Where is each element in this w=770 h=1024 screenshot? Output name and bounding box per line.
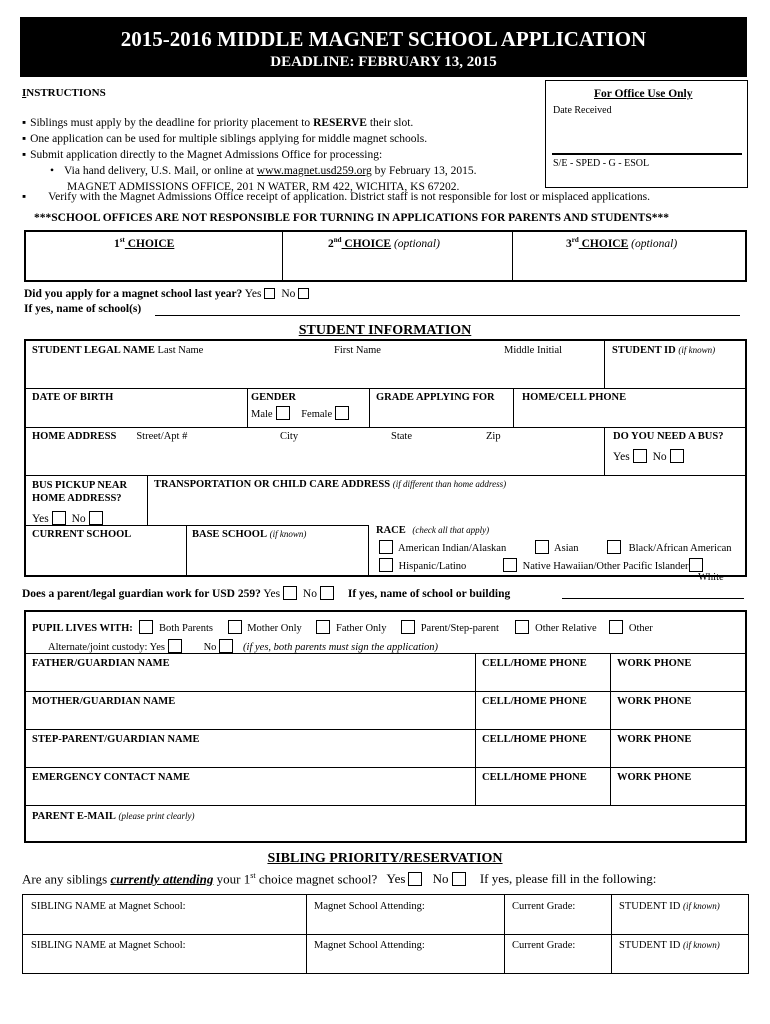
grade-label: GRADE APPLYING FOR xyxy=(376,392,495,403)
office-address: MAGNET ADMISSIONS OFFICE, 201 N WATER, RM 422, WICHITA, KS 67202. xyxy=(67,181,460,193)
base-school-label: BASE SCHOOL (if known) xyxy=(192,529,307,540)
last-year-schools-label: If yes, name of school(s) xyxy=(24,303,142,315)
date-received-label: Date Received xyxy=(553,105,612,116)
white-checkbox[interactable] xyxy=(689,558,703,572)
instruction-4: ▪ Verify with the Magnet Admissions Office receipt of application. District staff is not responsible for lost or misplaced applications. xyxy=(22,191,650,203)
instruction-2: ▪ One application can be used for multiple siblings applying for middle magnet schools. xyxy=(22,131,542,147)
office-use-title: For Office Use Only xyxy=(594,88,693,100)
student-info-table xyxy=(24,339,747,583)
current-school-label: CURRENT SCHOOL xyxy=(32,529,132,540)
gender-label: GENDER xyxy=(251,392,296,403)
sibling-1-school-label: Magnet School Attending: xyxy=(314,901,425,912)
parent-work-question: Does a parent/legal guardian work for USD 259? Yes No If yes, name of school or building xyxy=(22,588,511,600)
parent-work-no-checkbox[interactable] xyxy=(320,586,334,600)
alt-custody-row: Alternate/joint custody: Yes No (if yes, both parents must sign the application) xyxy=(48,639,438,653)
bus-pickup-no-checkbox[interactable] xyxy=(89,511,103,525)
second-choice-label: 2nd CHOICE (optional) xyxy=(328,236,440,250)
first-choice-label: 1st CHOICE xyxy=(114,236,175,250)
instructions-list xyxy=(22,115,542,195)
bus-pickup-yes-checkbox[interactable] xyxy=(52,511,66,525)
legal-name-label: STUDENT LEGAL NAME Last Name xyxy=(32,345,204,356)
sibling-2-id-label: STUDENT ID (if known) xyxy=(619,940,720,951)
student-id-field[interactable] xyxy=(608,359,742,386)
pacific-islander-checkbox[interactable] xyxy=(503,558,517,572)
father-work-label: WORK PHONE xyxy=(617,658,692,669)
parent-work-building-line[interactable] xyxy=(562,598,744,599)
alt-custody-yes-checkbox[interactable] xyxy=(168,639,182,653)
race-option-american-indian: American Indian/Alaskan xyxy=(376,540,506,554)
second-choice-field[interactable] xyxy=(286,252,510,278)
sibling-1-name-label: SIBLING NAME at Magnet School: xyxy=(31,901,186,912)
mother-work-label: WORK PHONE xyxy=(617,696,692,707)
step-parent-checkbox[interactable] xyxy=(401,620,415,634)
third-choice-label: 3rd CHOICE (optional) xyxy=(566,236,678,250)
student-name-field[interactable] xyxy=(28,359,602,386)
male-checkbox[interactable] xyxy=(276,406,290,420)
father-cell-label: CELL/HOME PHONE xyxy=(482,658,587,669)
parent-email-label: PARENT E-MAIL (please print clearly) xyxy=(32,811,195,822)
student-id-label: STUDENT ID (if known) xyxy=(612,345,716,356)
sibling-question: Are any siblings currently attending your 1st choice magnet school? Yes No If yes, please fill in the following: xyxy=(22,871,657,887)
father-name-label: FATHER/GUARDIAN NAME xyxy=(32,658,170,669)
transport-label: TRANSPORTATION OR CHILD CARE ADDRESS (if different than home address) xyxy=(154,479,507,490)
race-option-black: Black/African American xyxy=(604,540,732,554)
sibling-2-grade-label: Current Grade: xyxy=(512,940,576,951)
last-year-no-checkbox[interactable] xyxy=(298,288,309,299)
need-bus-label: DO YOU NEED A BUS? xyxy=(613,431,724,442)
alt-custody-no-checkbox[interactable] xyxy=(219,639,233,653)
student-info-heading: STUDENT INFORMATION xyxy=(298,323,472,338)
header-banner xyxy=(20,17,747,77)
step-parent-cell-label: CELL/HOME PHONE xyxy=(482,734,587,745)
race-option-asian: Asian xyxy=(532,540,579,554)
city-label: City xyxy=(280,431,299,442)
asian-checkbox[interactable] xyxy=(535,540,549,554)
sibling-heading: SIBLING PRIORITY/RESERVATION xyxy=(267,851,503,866)
instruction-3: ▪ Submit application directly to the Magnet Admissions Office for processing: xyxy=(22,147,542,163)
lives-with-row: PUPIL LIVES WITH: Both Parents Mother Only Father Only Parent/Step-parent Other Relative Other xyxy=(32,620,653,634)
mother-only-checkbox[interactable] xyxy=(228,620,242,634)
home-phone-label: HOME/CELL PHONE xyxy=(522,392,627,403)
first-name-label: First Name xyxy=(334,345,381,356)
bus-pickup-options: Yes No xyxy=(32,511,106,525)
gender-options: Male Female xyxy=(251,406,352,420)
sibling-1-grade-label: Current Grade: xyxy=(512,901,576,912)
race-label: RACE (check all that apply) xyxy=(376,525,490,536)
sibling-table xyxy=(22,894,749,974)
form-title: 2015-2016 MIDDLE MAGNET SCHOOL APPLICATION xyxy=(120,27,647,51)
instruction-1: ▪ Siblings must apply by the deadline for priority placement to RESERVE their slot. xyxy=(22,115,542,131)
sibling-yes-checkbox[interactable] xyxy=(408,872,422,886)
instructions-heading: INSTRUCTIONS xyxy=(22,87,106,99)
other-checkbox[interactable] xyxy=(609,620,623,634)
warning-text: ***SCHOOL OFFICES ARE NOT RESPONSIBLE FOR TURNING IN APPLICATIONS FOR PARENTS AND STUDENTS*** xyxy=(34,212,669,224)
both-parents-checkbox[interactable] xyxy=(139,620,153,634)
parent-info-table xyxy=(24,610,747,843)
last-year-yes-checkbox[interactable] xyxy=(264,288,275,299)
last-year-question: Did you apply for a magnet school last year? Yes No xyxy=(24,288,312,300)
sibling-no-checkbox[interactable] xyxy=(452,872,466,886)
need-bus-options: Yes No xyxy=(613,449,687,463)
father-only-checkbox[interactable] xyxy=(316,620,330,634)
third-choice-field[interactable] xyxy=(516,252,744,278)
step-parent-work-label: WORK PHONE xyxy=(617,734,692,745)
middle-initial-label: Middle Initial xyxy=(504,345,563,356)
office-use-box xyxy=(545,80,748,188)
race-option-white: White xyxy=(686,558,745,583)
female-checkbox[interactable] xyxy=(335,406,349,420)
race-option-pacific-islander: Native Hawaiian/Other Pacific Islander xyxy=(500,558,689,572)
office-codes: S/E - SPED - G - ESOL xyxy=(553,158,650,169)
home-address-label: HOME ADDRESS Street/Apt # xyxy=(32,431,188,442)
need-bus-yes-checkbox[interactable] xyxy=(633,449,647,463)
black-checkbox[interactable] xyxy=(607,540,621,554)
other-relative-checkbox[interactable] xyxy=(515,620,529,634)
emergency-cell-label: CELL/HOME PHONE xyxy=(482,772,587,783)
step-parent-name-label: STEP-PARENT/GUARDIAN NAME xyxy=(32,734,200,745)
bus-pickup-label: BUS PICKUP NEAR HOME ADDRESS? xyxy=(32,480,128,504)
sibling-2-name-label: SIBLING NAME at Magnet School: xyxy=(31,940,186,951)
last-year-schools-line[interactable] xyxy=(155,315,740,316)
mother-cell-label: CELL/HOME PHONE xyxy=(482,696,587,707)
choices-table xyxy=(24,230,747,282)
race-option-hispanic: Hispanic/Latino xyxy=(376,558,466,572)
zip-label: Zip xyxy=(486,431,501,442)
parent-work-yes-checkbox[interactable] xyxy=(283,586,297,600)
sibling-2-school-label: Magnet School Attending: xyxy=(314,940,425,951)
need-bus-no-checkbox[interactable] xyxy=(670,449,684,463)
american-indian-checkbox[interactable] xyxy=(379,540,393,554)
magnet-website-link[interactable]: www.magnet.usd259.org xyxy=(256,165,372,177)
hispanic-checkbox[interactable] xyxy=(379,558,393,572)
state-label: State xyxy=(391,431,412,442)
first-choice-field[interactable] xyxy=(28,252,280,278)
mother-name-label: MOTHER/GUARDIAN NAME xyxy=(32,696,176,707)
emergency-work-label: WORK PHONE xyxy=(617,772,692,783)
deadline: DEADLINE: FEBRUARY 13, 2015 xyxy=(270,54,497,70)
sibling-1-id-label: STUDENT ID (if known) xyxy=(619,901,720,912)
instruction-3-sub: • Via hand delivery, U.S. Mail, or online at www.magnet.usd259.org by February 13, 2015. xyxy=(50,165,477,177)
dob-label: DATE OF BIRTH xyxy=(32,392,114,403)
emergency-name-label: EMERGENCY CONTACT NAME xyxy=(32,772,190,783)
